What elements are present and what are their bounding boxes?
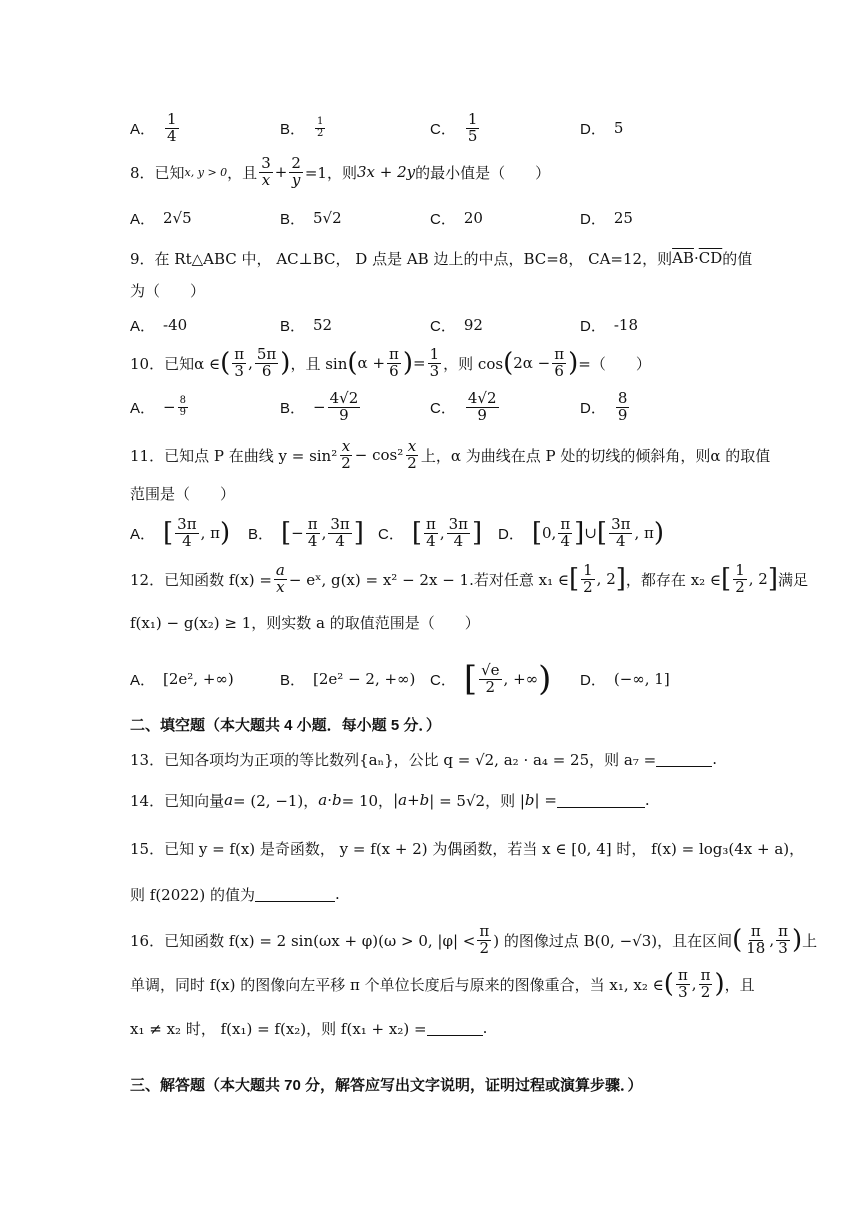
answer-blank[interactable] xyxy=(255,887,335,902)
answer-blank[interactable] xyxy=(656,752,712,767)
fraction: $\frac{1}{5}$ xyxy=(467,109,478,145)
section-fill-in-heading: 二、填空题（本大题共 4 小题．每小题 5 分．） xyxy=(130,717,441,734)
answer-blank[interactable] xyxy=(557,793,645,808)
section-solutions-heading: 三、解答题（本大题共 70 分，解答应写出文字说明，证明过程或演算步骤．） xyxy=(130,1077,643,1094)
exam-page: A． $\frac{1}{4}$ B． $\frac{1}{2}$ C． $\frac{1}{5}$ D． 5 8．已知 x, y > 0 ，且 $\frac{3}{x}$ + $\frac{2}{y}$ =1，则 3x + 2y 的最小值是（ ） A． 2√5 B． 5√2 C． 20 D． 25 9．在 Rt△ABC 中， AC⊥BC， D 点是 AB 边上的中点，BC=8， CA=12，则 $\overline{AB}$ · $\overline{CD}$ 的值 为（ ） A． -40 B． 52 C． 92 D． -18 10．已知α ∈ ( $\frac{\pi}{3}$ , $\frac{5\pi}{6}$ ) ，且 sin ( α + $\frac{\pi}{6}$ ) = $\frac{1}{3}$ ，则 cos ( 2α − $\frac{\pi}{6}$ ) =（ ） A． − $\frac{8}{9}$ B． − $\frac{4√2}{9}$ C． $\frac{4√2}{9}$ D． $\frac{8}{9}$ 11．已知点 P 在曲线 y = sin² $\frac{x}{2}$ − cos² $\frac{x}{2}$ 上，α 为曲线在点 P 处的切线的倾斜角，则α 的取值 范围是（ ） A． [ $\frac{3\pi}{4}$ , π ) B． [ − $\frac{\pi}{4}$ , $\frac{3\pi}{4}$ ] C． [ $\frac{\pi}{4}$ , $\frac{3\pi}{4}$ ] D． [ 0, $\frac{\pi}{4}$ ] ∪ [ $\frac{3\pi}{4}$ , π ) 12．已知函数 f(x) = $\frac{a}{x}$ − eˣ, g(x) = x² − 2x − 1.若对任意 x₁ ∈ [ $\frac{1}{2}$ , 2 ] ，都存在 x₂ ∈ [ $\frac{1}{2}$ , 2 ] 满足 f(x₁) − g(x₂) ≥ 1，则实数 a 的取值范围是（ ） A． [2e², +∞) B． [2e² − 2, +∞) C． [ $\frac{√e}{2}$ , +∞ ) D． (−∞, 1] 二、填空题（本大题共 4 小题．每小题 5 分．） 13．已知各项均为正项的等比数列{aₙ}，公比 q = √2, a₂ · a₄ = 25，则 a₇ = . 14．已知向量 a = (2, −1)， a · b = 10， | a + b | = 5√2，则 | b | = . 15．已知 y = f(x) 是奇函数， y = f(x + 2) 为偶函数，若当 x ∈ [0, 4] 时， f(x) = log₃(4x + a)， 则 f(2022) 的值为 . 16．已知函数 f(x) = 2 sin(ωx + φ)(ω > 0, |φ| < $\frac{\pi}{2}$ ) 的图像过点 B(0, −√3)，且在区间 ( $\frac{\pi}{18}$ , $\frac{\pi}{3}$ ) 上 单调，同时 f(x) 的图像向左平移 π 个单位长度后与原来的图像重合，当 x₁, x₂ ∈ ( $\frac{\pi}{3}$ , $\frac{\pi}{2}$ ) ，且 x₁ ≠ x₂ 时， f(x₁) = f(x₂)，则 f(x₁ + x₂) = . 三、解答题（本大题共 70 分，解答应写出文字说明，证明过程或演算步骤．） xyxy=(130,109,818,1094)
fraction: $\frac{3}{x}$ xyxy=(261,153,271,189)
fraction: $\frac{1}{4}$ xyxy=(167,109,177,145)
answer-blank[interactable] xyxy=(427,1021,483,1036)
fraction: $\frac{2}{y}$ xyxy=(291,153,301,189)
fraction: $\frac{1}{2}$ xyxy=(317,116,324,139)
